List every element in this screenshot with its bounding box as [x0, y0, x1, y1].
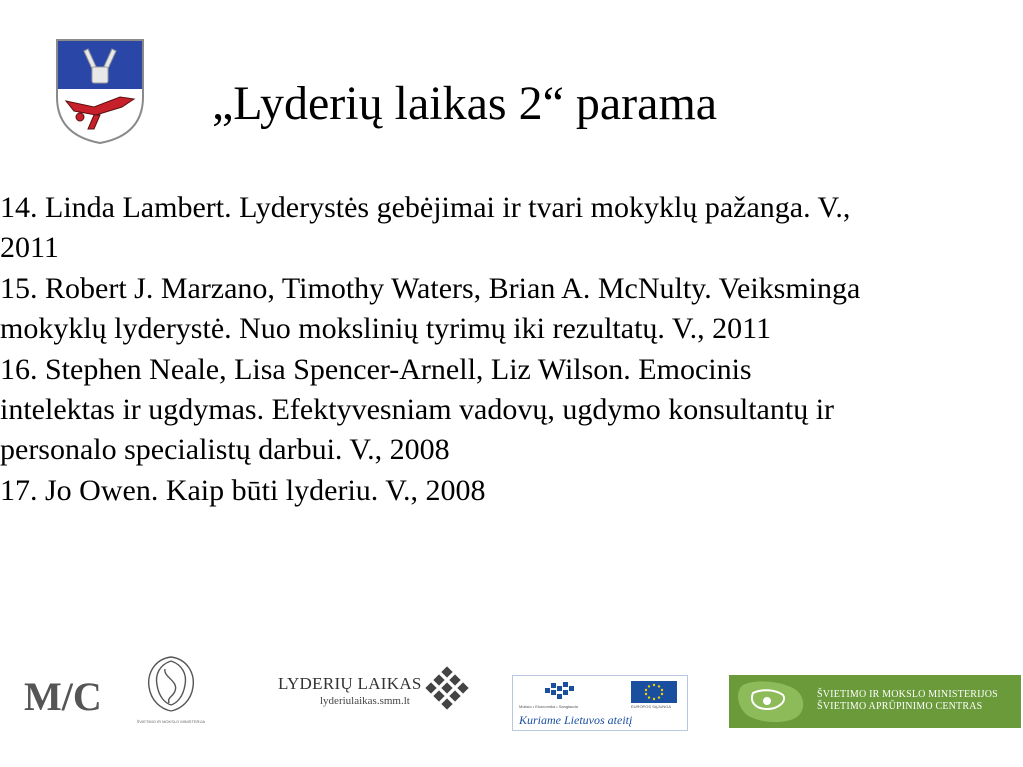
lyderiu-laikas-name: LYDERIŲ LAIKAS: [278, 674, 422, 693]
sac-logo: [729, 675, 1021, 728]
reference-line: personalo specialistų darbui. V., 2008: [0, 433, 450, 467]
sac-emblem-icon: [735, 679, 811, 724]
reference-line: 17. Jo Owen. Kaip būti lyderiu. V., 2008: [0, 473, 486, 507]
eu-fund-text: Mokslo • Ekonomika • Sanglauda: [519, 704, 578, 709]
eu-slogan: Kuriame Lietuvos ateitį: [519, 713, 633, 727]
sac-line-2: ŠVIETIMO APRŪPINIMO CENTRAS: [817, 701, 983, 712]
ministry-seal-logo: [125, 651, 217, 729]
sac-line-1: ŠVIETIMO IR MOKSLO MINISTERIJOS: [817, 689, 998, 700]
reference-list: [0, 188, 1023, 511]
eu-union-text: EUROPOS SĄJUNGA: [631, 704, 672, 709]
seal-caption: ŠVIETIMO IR MOKSLO MINISTERIJA: [136, 719, 206, 724]
eu-funds-logo: [512, 675, 688, 731]
reference-line: 2011: [0, 231, 59, 265]
mhc-logo-text: M/C: [24, 674, 102, 716]
lyderiu-laikas-logo: [278, 666, 476, 716]
reference-line: mokyklų lyderystė. Nuo mokslinių tyrimų iki rezultatų. V., 2011: [0, 312, 772, 346]
pixel-cluster-icon: [543, 680, 579, 702]
diamond-grid-icon: [421, 666, 473, 716]
reference-line: intelektas ir ugdymas. Efektyvesniam vadovų, ugdymo konsultantų ir: [0, 393, 835, 427]
reference-line: 16. Stephen Neale, Lisa Spencer-Arnell, Liz Wilson. Emocinis: [0, 352, 752, 386]
mhc-logo: [24, 670, 110, 716]
lyderiu-laikas-url: lyderiulaikas.smm.lt: [320, 695, 410, 707]
reference-line: 15. Robert J. Marzano, Timothy Waters, Brian A. McNulty. Veiksminga: [0, 271, 861, 305]
coat-of-arms-logo: [54, 37, 146, 145]
slide-title: „Lyderių laikas 2“ parama: [212, 77, 718, 130]
reference-line: 14. Linda Lambert. Lyderystės gebėjimai ir tvari mokyklų pažanga. V.,: [0, 191, 851, 224]
eu-flag-icon: [631, 681, 677, 703]
